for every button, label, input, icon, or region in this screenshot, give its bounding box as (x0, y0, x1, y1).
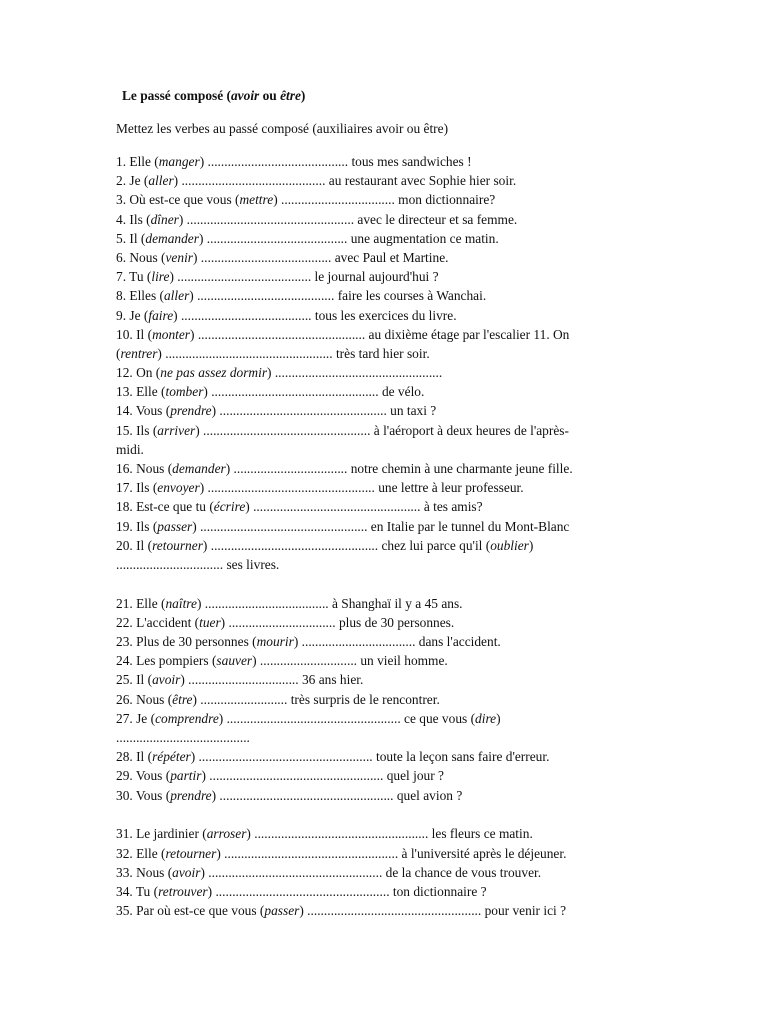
exercise-text: ) .................................................... quel jour ? (201, 768, 444, 784)
verb-infinitive: demander (172, 461, 226, 476)
exercise-list (116, 152, 656, 920)
exercise-line (116, 478, 656, 497)
verb-infinitive: arriver (157, 422, 196, 438)
verb-infinitive: manger (158, 154, 200, 169)
block-spacer (116, 805, 656, 825)
verb-infinitive: mettre (239, 192, 274, 208)
verb-infinitive: aller (148, 173, 174, 189)
exercise-text: ) .................................................... quel avion ? (211, 787, 463, 803)
exercise-line (116, 517, 656, 536)
title-mid: ou (259, 88, 281, 103)
exercise-text: 10. Il ( (116, 326, 153, 342)
exercise-text: ) .................................................... ton dictionnaire ? (207, 883, 487, 899)
exercise-line (116, 382, 656, 401)
exercise-text: ) .................................................... ce que vous ( (218, 710, 476, 726)
verb-infinitive: tomber (165, 384, 204, 400)
exercise-text: 21. Elle ( (116, 595, 166, 611)
exercise-line (116, 344, 656, 363)
exercise-text: 27. Je ( (116, 710, 156, 726)
title-verb-etre: être (280, 88, 301, 103)
exercise-text: ) .......................................... une augmentation ce matin. (198, 230, 499, 246)
verb-infinitive: oublier (490, 537, 529, 553)
exercise-text: 8. Elles ( (116, 288, 164, 304)
exercise-text: 18. Est-ce que tu ( (116, 499, 214, 515)
exercise-line (116, 824, 656, 843)
exercise-line (116, 229, 656, 248)
exercise-text: ................................ ses livres. (116, 556, 280, 572)
exercise-text: ) .................................. mon dictionnaire? (273, 192, 496, 208)
verb-infinitive: monter (152, 326, 191, 342)
exercise-line (116, 766, 656, 785)
exercise-text: ( (116, 345, 121, 361)
exercise-text: 26. Nous ( (116, 691, 173, 707)
verb-infinitive: écrire (213, 499, 246, 515)
exercise-text: ) .................................................. à l'aéroport à deux heures de l'après- (195, 422, 569, 438)
exercise-line (116, 728, 656, 747)
title-verb-avoir: avoir (230, 88, 260, 103)
exercise-line (116, 594, 656, 613)
exercise-block-2 (116, 594, 656, 805)
exercise-text: 15. Ils ( (116, 422, 158, 438)
exercise-text: 5. Il ( (116, 230, 146, 246)
exercise-text: ) .................................................... de la chance de vous trouver. (200, 864, 542, 880)
exercise-line (116, 440, 656, 459)
exercise-line (116, 421, 656, 440)
exercise-text: ) ................................. 36 ans hier. (180, 672, 364, 688)
exercise-text: 24. Les pompiers ( (116, 653, 217, 669)
exercise-line (116, 555, 656, 574)
exercise-text: ) .................................................. de vélo. (203, 384, 425, 400)
verb-infinitive: retourner (152, 537, 203, 553)
exercise-text: 7. Tu ( (116, 269, 152, 285)
exercise-text: ) .......................... très surpris de le rencontrer. (192, 691, 440, 707)
verb-infinitive: passer (264, 903, 300, 919)
verb-infinitive: rentrer (120, 345, 158, 361)
exercise-text: ) ....................................... tous les exercices du livre. (173, 307, 457, 323)
exercise-text: 17. Ils ( (116, 480, 158, 496)
exercise-text: 30. Vous ( (116, 787, 171, 803)
exercise-text: 16. Nous ( (116, 461, 173, 476)
verb-infinitive: aller (163, 288, 190, 304)
exercise-text: 9. Je ( (116, 307, 149, 323)
exercise-line (116, 248, 656, 267)
exercise-line (116, 747, 656, 766)
exercise-text: ) .................................................. très tard hier soir. (157, 345, 430, 361)
exercise-line (116, 306, 656, 325)
exercise-text: ) ......................................... faire les courses à Wanchai. (189, 288, 487, 304)
verb-infinitive: passer (157, 518, 193, 534)
exercise-text: 32. Elle ( (116, 845, 166, 861)
exercise-line (116, 882, 656, 901)
exercise-text: ) .................................................. au dixième étage par l'escalier 11. On (190, 326, 570, 342)
exercise-line (116, 363, 656, 382)
verb-infinitive: prendre (170, 403, 212, 419)
exercise-text: ) .................................................... pour venir ici ? (299, 903, 567, 919)
exercise-line (116, 844, 656, 863)
exercise-line (116, 286, 656, 305)
block-spacer (116, 574, 656, 594)
verb-infinitive: venir (165, 249, 193, 265)
exercise-line (116, 632, 656, 651)
title-prefix: Le passé composé ( (122, 88, 231, 103)
verb-infinitive: envoyer (157, 480, 200, 496)
exercise-line (116, 152, 656, 171)
exercise-line (116, 651, 656, 670)
exercise-text: ) .................................................... toute la leçon sans faire d'erreur. (190, 749, 550, 765)
exercise-text: ) .................................. notre chemin à une charmante jeune fille. (225, 461, 573, 476)
exercise-text: 2. Je ( (116, 173, 149, 189)
exercise-text: ) .................................................. une lettre à leur professeur. (199, 480, 524, 496)
exercise-block-1 (116, 152, 656, 574)
exercise-text: 22. L'accident ( (116, 614, 200, 630)
exercise-text: ) .................................................. chez lui parce qu'il ( (202, 537, 491, 553)
exercise-line (116, 210, 656, 229)
exercise-line (116, 401, 656, 420)
verb-infinitive: comprendre (155, 710, 219, 726)
verb-infinitive: être (172, 691, 193, 707)
exercise-text: 13. Elle ( (116, 384, 166, 400)
exercise-text: 31. Le jardinier ( (116, 826, 207, 842)
exercise-line (116, 190, 656, 209)
verb-infinitive: naître (165, 595, 197, 611)
verb-infinitive: faire (148, 307, 174, 323)
exercise-text: ) .................................................... les fleurs ce matin. (246, 826, 533, 842)
verb-infinitive: avoir (152, 672, 181, 688)
exercise-text: 25. Il ( (116, 672, 153, 688)
exercise-line (116, 670, 656, 689)
exercise-line (116, 267, 656, 286)
exercise-line (116, 690, 656, 709)
exercise-text: 33. Nous ( (116, 864, 173, 880)
exercise-text: ) ................................ plus de 30 personnes. (220, 614, 455, 630)
exercise-text: ) (528, 537, 534, 553)
exercise-text: 4. Ils ( (116, 211, 151, 227)
exercise-text: 12. On ( (116, 365, 161, 381)
verb-infinitive: mourir (256, 634, 294, 650)
exercise-text: ) .................................................. avec le directeur et sa femme. (178, 211, 518, 227)
exercise-text: ) (496, 710, 501, 726)
exercise-text: 35. Par où est-ce que vous ( (116, 903, 265, 919)
exercise-text: ) ....................................... avec Paul et Martine. (193, 249, 449, 265)
verb-infinitive: partir (170, 768, 202, 784)
verb-infinitive: arroser (206, 826, 247, 842)
exercise-text: ) .................................. dans l'accident. (293, 634, 501, 650)
page-title (122, 88, 305, 104)
exercise-text: ) ........................................ le journal aujourd'hui ? (169, 269, 439, 285)
exercise-line (116, 613, 656, 632)
exercise-text: ) .................................................... à l'université après le déjeuner. (216, 845, 567, 861)
exercise-text: ) .................................................. en Italie par le tunnel du Mont-Blanc (192, 518, 570, 534)
verb-infinitive: prendre (170, 787, 212, 803)
exercise-text: 19. Ils ( (116, 518, 158, 534)
exercise-line (116, 459, 656, 478)
title-suffix: ) (300, 88, 306, 103)
exercise-text: 1. Elle ( (116, 154, 159, 169)
exercise-line (116, 709, 656, 728)
exercise-text: ........................................ (116, 730, 250, 746)
exercise-line (116, 171, 656, 190)
exercise-text: ) .................................................. (267, 365, 443, 381)
exercise-text: 6. Nous ( (116, 249, 166, 265)
exercise-text: midi. (116, 441, 144, 457)
exercise-text: ) ........................................... au restaurant avec Sophie hier soir. (173, 173, 517, 189)
verb-infinitive: dîner (150, 211, 179, 227)
exercise-text: 29. Vous ( (116, 768, 171, 784)
exercise-text: ) ............................. un vieil homme. (252, 653, 448, 669)
verb-infinitive: sauver (216, 653, 253, 669)
exercise-text: 20. Il ( (116, 537, 153, 553)
exercise-line (116, 497, 656, 516)
exercise-text: 34. Tu ( (116, 883, 159, 899)
exercise-text: ) .......................................... tous mes sandwiches ! (199, 154, 472, 169)
verb-infinitive: ne pas assez dormir (160, 365, 268, 381)
exercise-text: ) ..................................... à Shanghaï il y a 45 ans. (196, 595, 463, 611)
verb-infinitive: dire (475, 710, 497, 726)
instruction-text: Mettez les verbes au passé composé (auxiliaires avoir ou être) (116, 121, 449, 136)
verb-infinitive: demander (145, 230, 199, 246)
exercise-text: 23. Plus de 30 personnes ( (116, 634, 257, 650)
exercise-text: 3. Où est-ce que vous ( (116, 192, 240, 208)
verb-infinitive: retrouver (158, 883, 208, 899)
exercise-line (116, 536, 656, 555)
verb-infinitive: avoir (172, 864, 201, 880)
exercise-text: ) .................................................. un taxi ? (211, 403, 437, 419)
exercise-line (116, 786, 656, 805)
exercise-line (116, 863, 656, 882)
exercise-line (116, 901, 656, 920)
exercise-text: 14. Vous ( (116, 403, 171, 419)
verb-infinitive: retourner (165, 845, 217, 861)
exercise-text: ) .................................................. à tes amis? (245, 499, 483, 515)
exercise-text: 28. Il ( (116, 749, 153, 765)
verb-infinitive: tuer (199, 614, 221, 630)
exercise-block-3 (116, 824, 656, 920)
verb-infinitive: répéter (152, 749, 191, 765)
verb-infinitive: lire (151, 269, 170, 285)
exercise-line (116, 325, 656, 344)
